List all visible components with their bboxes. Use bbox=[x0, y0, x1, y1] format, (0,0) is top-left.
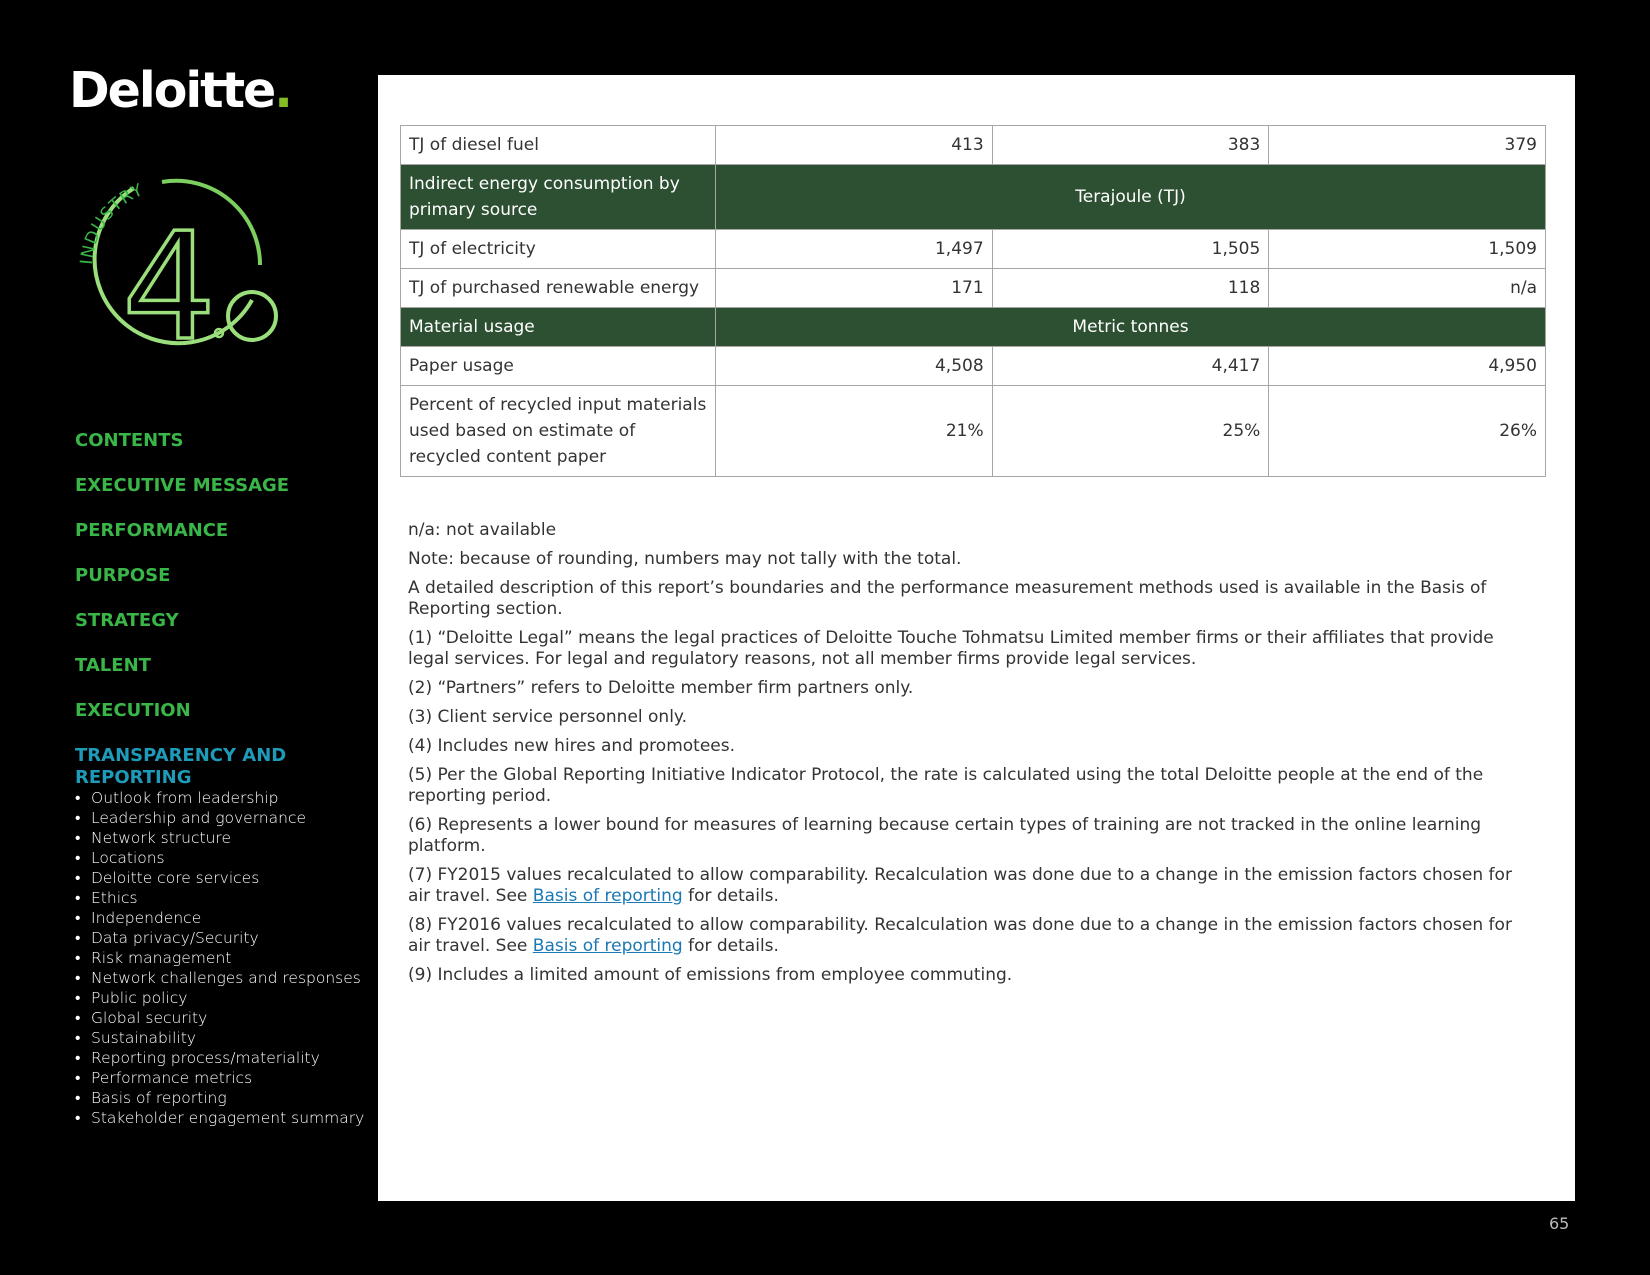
row-label: Paper usage bbox=[401, 347, 716, 386]
cell-value: 1,497 bbox=[716, 230, 993, 269]
section-header-row bbox=[401, 308, 1546, 347]
footnote-7-after: for details. bbox=[682, 886, 779, 906]
subnav-performance-metrics[interactable]: • Performance metrics bbox=[75, 1068, 375, 1088]
section-label: Material usage bbox=[401, 308, 716, 347]
subnav-global-security[interactable]: • Global security bbox=[75, 1008, 375, 1028]
metrics-table bbox=[400, 125, 1546, 477]
row-label: TJ of diesel fuel bbox=[401, 126, 716, 165]
cell-value: 379 bbox=[1269, 126, 1546, 165]
footnote-boundaries: A detailed description of this report’s boundaries and the performance measurement methods used is available in the Basis of Reporting section. bbox=[408, 578, 1487, 619]
cell-value: 25% bbox=[992, 386, 1269, 477]
cell-value: n/a bbox=[1269, 269, 1546, 308]
nav-talent[interactable]: TALENT bbox=[75, 655, 151, 676]
cell-value: 21% bbox=[716, 386, 993, 477]
page-number: 65 bbox=[1549, 1214, 1570, 1233]
footnote-7 bbox=[408, 865, 1528, 907]
table-row bbox=[401, 126, 1546, 165]
nav-execution[interactable]: EXECUTION bbox=[75, 700, 191, 721]
emblem-arc-text: INDUSTRY bbox=[77, 180, 147, 266]
subnav-independence[interactable]: • Independence bbox=[75, 908, 375, 928]
row-label: Percent of recycled input materials used based on estimate of recycled content paper bbox=[401, 386, 716, 477]
cell-value: 26% bbox=[1269, 386, 1546, 477]
emblem-circle bbox=[228, 292, 276, 340]
subnav-reporting-process[interactable]: • Reporting process/materiality bbox=[75, 1048, 375, 1068]
footnotes bbox=[408, 520, 1528, 994]
footnote-8-after: for details. bbox=[682, 936, 779, 956]
cell-value: 1,505 bbox=[992, 230, 1269, 269]
table-row bbox=[401, 386, 1546, 477]
subnav-network-challenges[interactable]: • Network challenges and responses bbox=[75, 968, 375, 988]
section-header-row bbox=[401, 165, 1546, 230]
subnav-sustainability[interactable]: • Sustainability bbox=[75, 1028, 375, 1048]
footnote-8-text: (8) FY2016 values recalculated to allow comparability. Recalculation was done due to a change in the emission factors chosen for air travel. See bbox=[408, 915, 1512, 956]
subnav-locations[interactable]: • Locations bbox=[75, 848, 375, 868]
subnav-public-policy[interactable]: • Public policy bbox=[75, 988, 375, 1008]
row-label: TJ of electricity bbox=[401, 230, 716, 269]
table-row bbox=[401, 347, 1546, 386]
nav-performance[interactable]: PERFORMANCE bbox=[75, 520, 229, 541]
cell-value: 118 bbox=[992, 269, 1269, 308]
deloitte-logo bbox=[69, 62, 291, 119]
subnav-stakeholder-engagement[interactable]: • Stakeholder engagement summary bbox=[75, 1108, 375, 1128]
industry-4-emblem bbox=[72, 170, 282, 370]
cell-value: 4,950 bbox=[1269, 347, 1546, 386]
side-navigation bbox=[75, 430, 375, 1128]
logo-text: Deloitte bbox=[69, 62, 275, 119]
table-row bbox=[401, 269, 1546, 308]
table-row bbox=[401, 230, 1546, 269]
emblem-number: 4 bbox=[122, 201, 217, 370]
footnote-6: (6) Represents a lower bound for measures of learning because certain types of training are not tracked in the online learning platform. bbox=[408, 815, 1482, 856]
subnav-risk-management[interactable]: • Risk management bbox=[75, 948, 375, 968]
nav-strategy[interactable]: STRATEGY bbox=[75, 610, 179, 631]
subnav-list bbox=[75, 788, 375, 1128]
footnote-na: n/a: not available bbox=[408, 520, 557, 540]
footnote-rounding: Note: because of rounding, numbers may not tally with the total. bbox=[408, 549, 962, 569]
logo-dot: . bbox=[274, 62, 291, 119]
subnav-basis-of-reporting[interactable]: • Basis of reporting bbox=[75, 1088, 375, 1108]
cell-value: 413 bbox=[716, 126, 993, 165]
cell-value: 1,509 bbox=[1269, 230, 1546, 269]
subnav-deloitte-core-services[interactable]: • Deloitte core services bbox=[75, 868, 375, 888]
nav-purpose[interactable]: PURPOSE bbox=[75, 565, 171, 586]
cell-value: 4,508 bbox=[716, 347, 993, 386]
footnote-2: (2) “Partners” refers to Deloitte member firm partners only. bbox=[408, 678, 914, 698]
footnote-9: (9) Includes a limited amount of emissions from employee commuting. bbox=[408, 965, 1013, 985]
nav-contents[interactable]: CONTENTS bbox=[75, 430, 184, 451]
footnote-7-text: (7) FY2015 values recalculated to allow comparability. Recalculation was done due to a change in the emission factors chosen for air travel. See bbox=[408, 865, 1512, 906]
subnav-leadership-and-governance[interactable]: • Leadership and governance bbox=[75, 808, 375, 828]
footnote-1: (1) “Deloitte Legal” means the legal practices of Deloitte Touche Tohmatsu Limited member firms or their affiliates that provide legal services. For legal and regulatory reasons, not all member firms provide legal services. bbox=[408, 628, 1494, 669]
cell-value: 383 bbox=[992, 126, 1269, 165]
subnav-data-privacy-security[interactable]: • Data privacy/Security bbox=[75, 928, 375, 948]
subnav-network-structure[interactable]: • Network structure bbox=[75, 828, 375, 848]
footnote-5: (5) Per the Global Reporting Initiative Indicator Protocol, the rate is calculated using the total Deloitte people at the end of the reporting period. bbox=[408, 765, 1484, 806]
nav-transparency-and-reporting[interactable]: TRANSPARENCY AND REPORTING bbox=[75, 745, 287, 788]
content-panel bbox=[378, 75, 1575, 1201]
basis-of-reporting-link[interactable]: Basis of reporting bbox=[532, 886, 683, 906]
basis-of-reporting-link[interactable]: Basis of reporting bbox=[532, 936, 683, 956]
subnav-outlook-from-leadership[interactable]: • Outlook from leadership bbox=[75, 788, 375, 808]
cell-value: 171 bbox=[716, 269, 993, 308]
section-unit: Terajoule (TJ) bbox=[716, 165, 1546, 230]
section-label: Indirect energy consumption by primary source bbox=[401, 165, 716, 230]
nav-executive-message[interactable]: EXECUTIVE MESSAGE bbox=[75, 475, 290, 496]
section-unit: Metric tonnes bbox=[716, 308, 1546, 347]
footnote-8 bbox=[408, 915, 1528, 957]
row-label: TJ of purchased renewable energy bbox=[401, 269, 716, 308]
footnote-4: (4) Includes new hires and promotees. bbox=[408, 736, 736, 756]
footnote-3: (3) Client service personnel only. bbox=[408, 707, 687, 727]
cell-value: 4,417 bbox=[992, 347, 1269, 386]
subnav-ethics[interactable]: • Ethics bbox=[75, 888, 375, 908]
